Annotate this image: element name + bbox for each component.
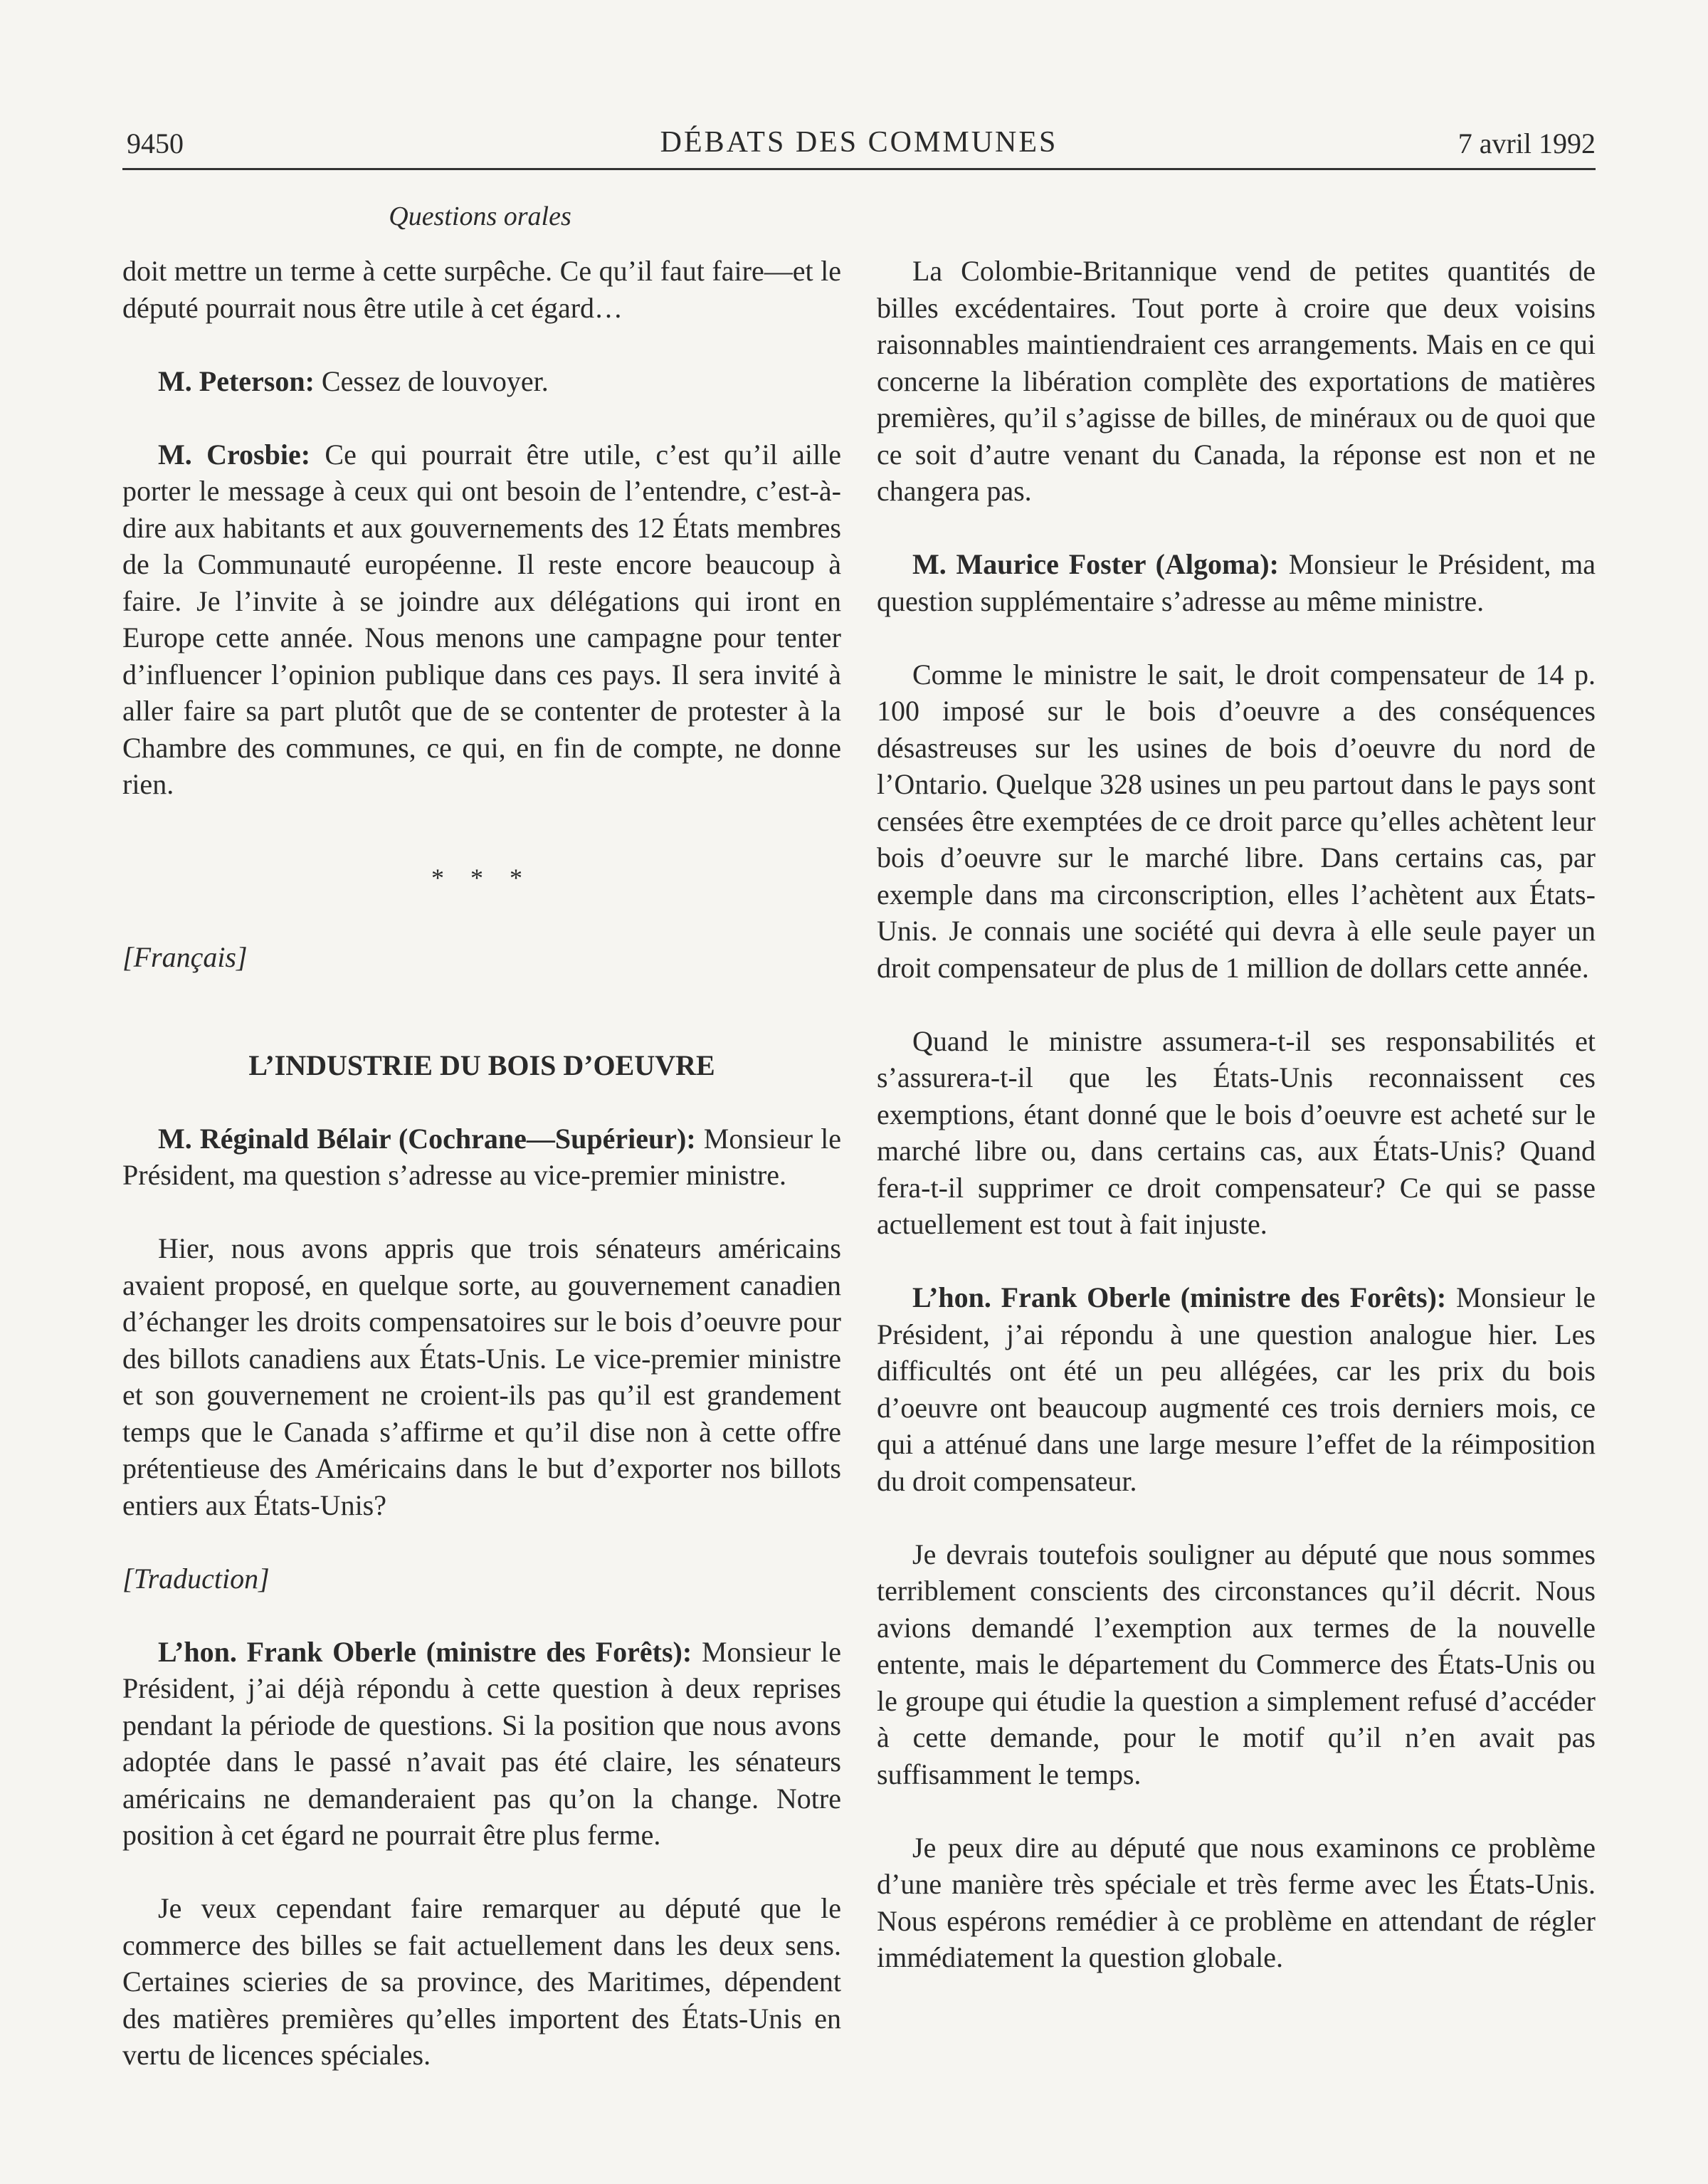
speaker-name: L’hon. Frank Oberle (ministre des Forêts):: [158, 1635, 692, 1668]
paragraph: Hier, nous avons appris que trois sénateurs américains avaient proposé, en quelque sorte, au gouvernement canadien d’échanger les droits compensatoires sur le bois d’oeuvre pour des billots canadiens aux États-Unis. Le vice-premier ministre et son gouvernement ne croient-ils pas qu’il est grandement temps que le Canada s’affirme et qu’il dise non à cette offre prétentieuse des Américains dans le but d’exporter nos billots entiers aux États-Unis?: [122, 1232, 841, 1521]
paragraph: Comme le ministre le sait, le droit compensateur de 14 p. 100 imposé sur le bois d’oeuvre a des conséquences désastreuses sur les usines de bois d’oeuvre du nord de l’Ontario. Quelque 328 usines un peu partout dans le pays sont censées être exemptées de ce droit parce qu’elles achètent leur bois d’oeuvre sur le marché libre. Dans certains cas, par exemple dans ma circonscription, elles l’achètent aux États-Unis. Je connais une société qui devra à elle seule payer un droit compensateur de plus de 1 million de dollars cette année.: [877, 658, 1596, 984]
page-header: [122, 125, 1596, 170]
speaker-name: L’hon. Frank Oberle (ministre des Forêts):: [912, 1281, 1447, 1313]
paragraph: [877, 546, 1596, 619]
paragraph: Je devrais toutefois souligner au député que nous sommes terriblement conscients des circonstances qu’il décrit. Nous avions demandé l’exemption aux termes de la nouvelle entente, mais le département du Commerce des États-Unis ou le groupe qui étudie la question a simplement refusé d’accéder à cette demande, pour le motif qu’il n’en avait pas suffisamment le temps.: [877, 1538, 1596, 1790]
page-number: 9450: [127, 127, 184, 159]
section-heading: L’INDUSTRIE DU BOIS D’OEUVRE: [248, 1049, 715, 1081]
paragraph: Je veux cependant faire remarquer au député que le commerce des billes se fait actuellement dans les deux sens. Certaines scieries de sa province, des Maritimes, dépendent des matières premières qu’elles importent des États-Unis en vertu de licences spéciales.: [122, 1892, 841, 2071]
speaker-name: M. Crosbie:: [158, 438, 311, 471]
paragraph: doit mettre un terme à cette surpêche. Ce qu’il faut faire—et le député pourrait nous être utile à cet égard…: [122, 255, 841, 324]
paragraph: [122, 1120, 841, 1194]
right-column: [877, 253, 1596, 2012]
speaker-name: M. Réginald Bélair (Cochrane—Supérieur):: [158, 1122, 696, 1155]
section-label: Questions orales: [389, 201, 571, 231]
paragraph: [877, 1279, 1596, 1499]
section-separator: * * *: [431, 863, 532, 892]
paragraph: [122, 436, 841, 803]
speech-text: Monsieur le Président, j’ai répondu à une question analogue hier. Les difficultés ont été un peu allégées, car les prix du bois d’oeuvre ont beaucoup augmenté ces trois derniers mois, ce qui a atténué dans une large mesure l’effet de la réimposition du droit compensateur.: [877, 1281, 1596, 1497]
paragraph: [122, 1634, 841, 1854]
language-tag: [Français]: [122, 941, 248, 973]
speech-text: Cessez de louvoyer.: [314, 364, 549, 397]
speaker-name: M. Maurice Foster (Algoma):: [912, 548, 1279, 580]
speech-text: Ce qui pourrait être utile, c’est qu’il aille porter le message à ceux qui ont besoin de l’entendre, c’est-à-dire aux habitants et aux gouvernements des 12 États membres de la Communauté européenne. Il reste encore beaucoup à faire. Je l’invite à se joindre aux délégations qui iront en Europe cette année. Nous menons une campagne pour tenter d’influencer l’opinion publique dans ces pays. Il sera invité à aller faire sa part plutôt que de se contenter de protester à la Chambre des communes, ce qui, en fin de compte, ne donne rien.: [122, 438, 841, 800]
speech-text: Monsieur le Président, ma question supplémentaire s’adresse au même ministre.: [877, 548, 1596, 617]
page-date: 7 avril 1992: [1457, 127, 1596, 159]
paragraph: Je peux dire au député que nous examinons ce problème d’une manière très spéciale et très ferme avec les États-Unis. Nous espérons remédier à ce problème en attendant de régler immédiatement la question globale.: [877, 1831, 1596, 1973]
speaker-name: M. Peterson:: [158, 364, 315, 397]
paragraph: La Colombie-Britannique vend de petites quantités de billes excédentaires. Tout porte à croire que deux voisins raisonnables maintiendraient ces arrangements. Mais en ce qui concerne la libération complète des exportations de matières premières, qu’il s’agisse de billes, de minéraux ou de quoi que ce soit d’autre venant du Canada, la réponse est non et ne changera pas.: [877, 255, 1596, 507]
speech-text: Monsieur le Président, j’ai déjà répondu à cette question à deux reprises pendant la période de questions. Si la position que nous avons adoptée dans le passé n’avait pas été claire, les sénateurs américains ne demanderaient pas qu’on la change. Notre position à cet égard ne pourrait être plus ferme.: [122, 1635, 842, 1851]
language-tag: [Traduction]: [122, 1562, 270, 1595]
publication-title: DÉBATS DES COMMUNES: [660, 126, 1058, 159]
paragraph: Quand le ministre assumera-t-il ses responsabilités et s’assurera-t-il que les États-Unis reconnaissent ces exemptions, étant donné que le bois d’oeuvre est acheté sur le marché libre ou, dans certains cas, aux États-Unis? Quand fera-t-il supprimer ce droit compensateur? Ce qui se passe actuellement est tout à fait injuste.: [877, 1024, 1596, 1240]
speech-text: Monsieur le Président, ma question s’adresse au vice-premier ministre.: [122, 1122, 842, 1191]
left-column: [122, 253, 841, 2110]
paragraph: [122, 363, 841, 400]
